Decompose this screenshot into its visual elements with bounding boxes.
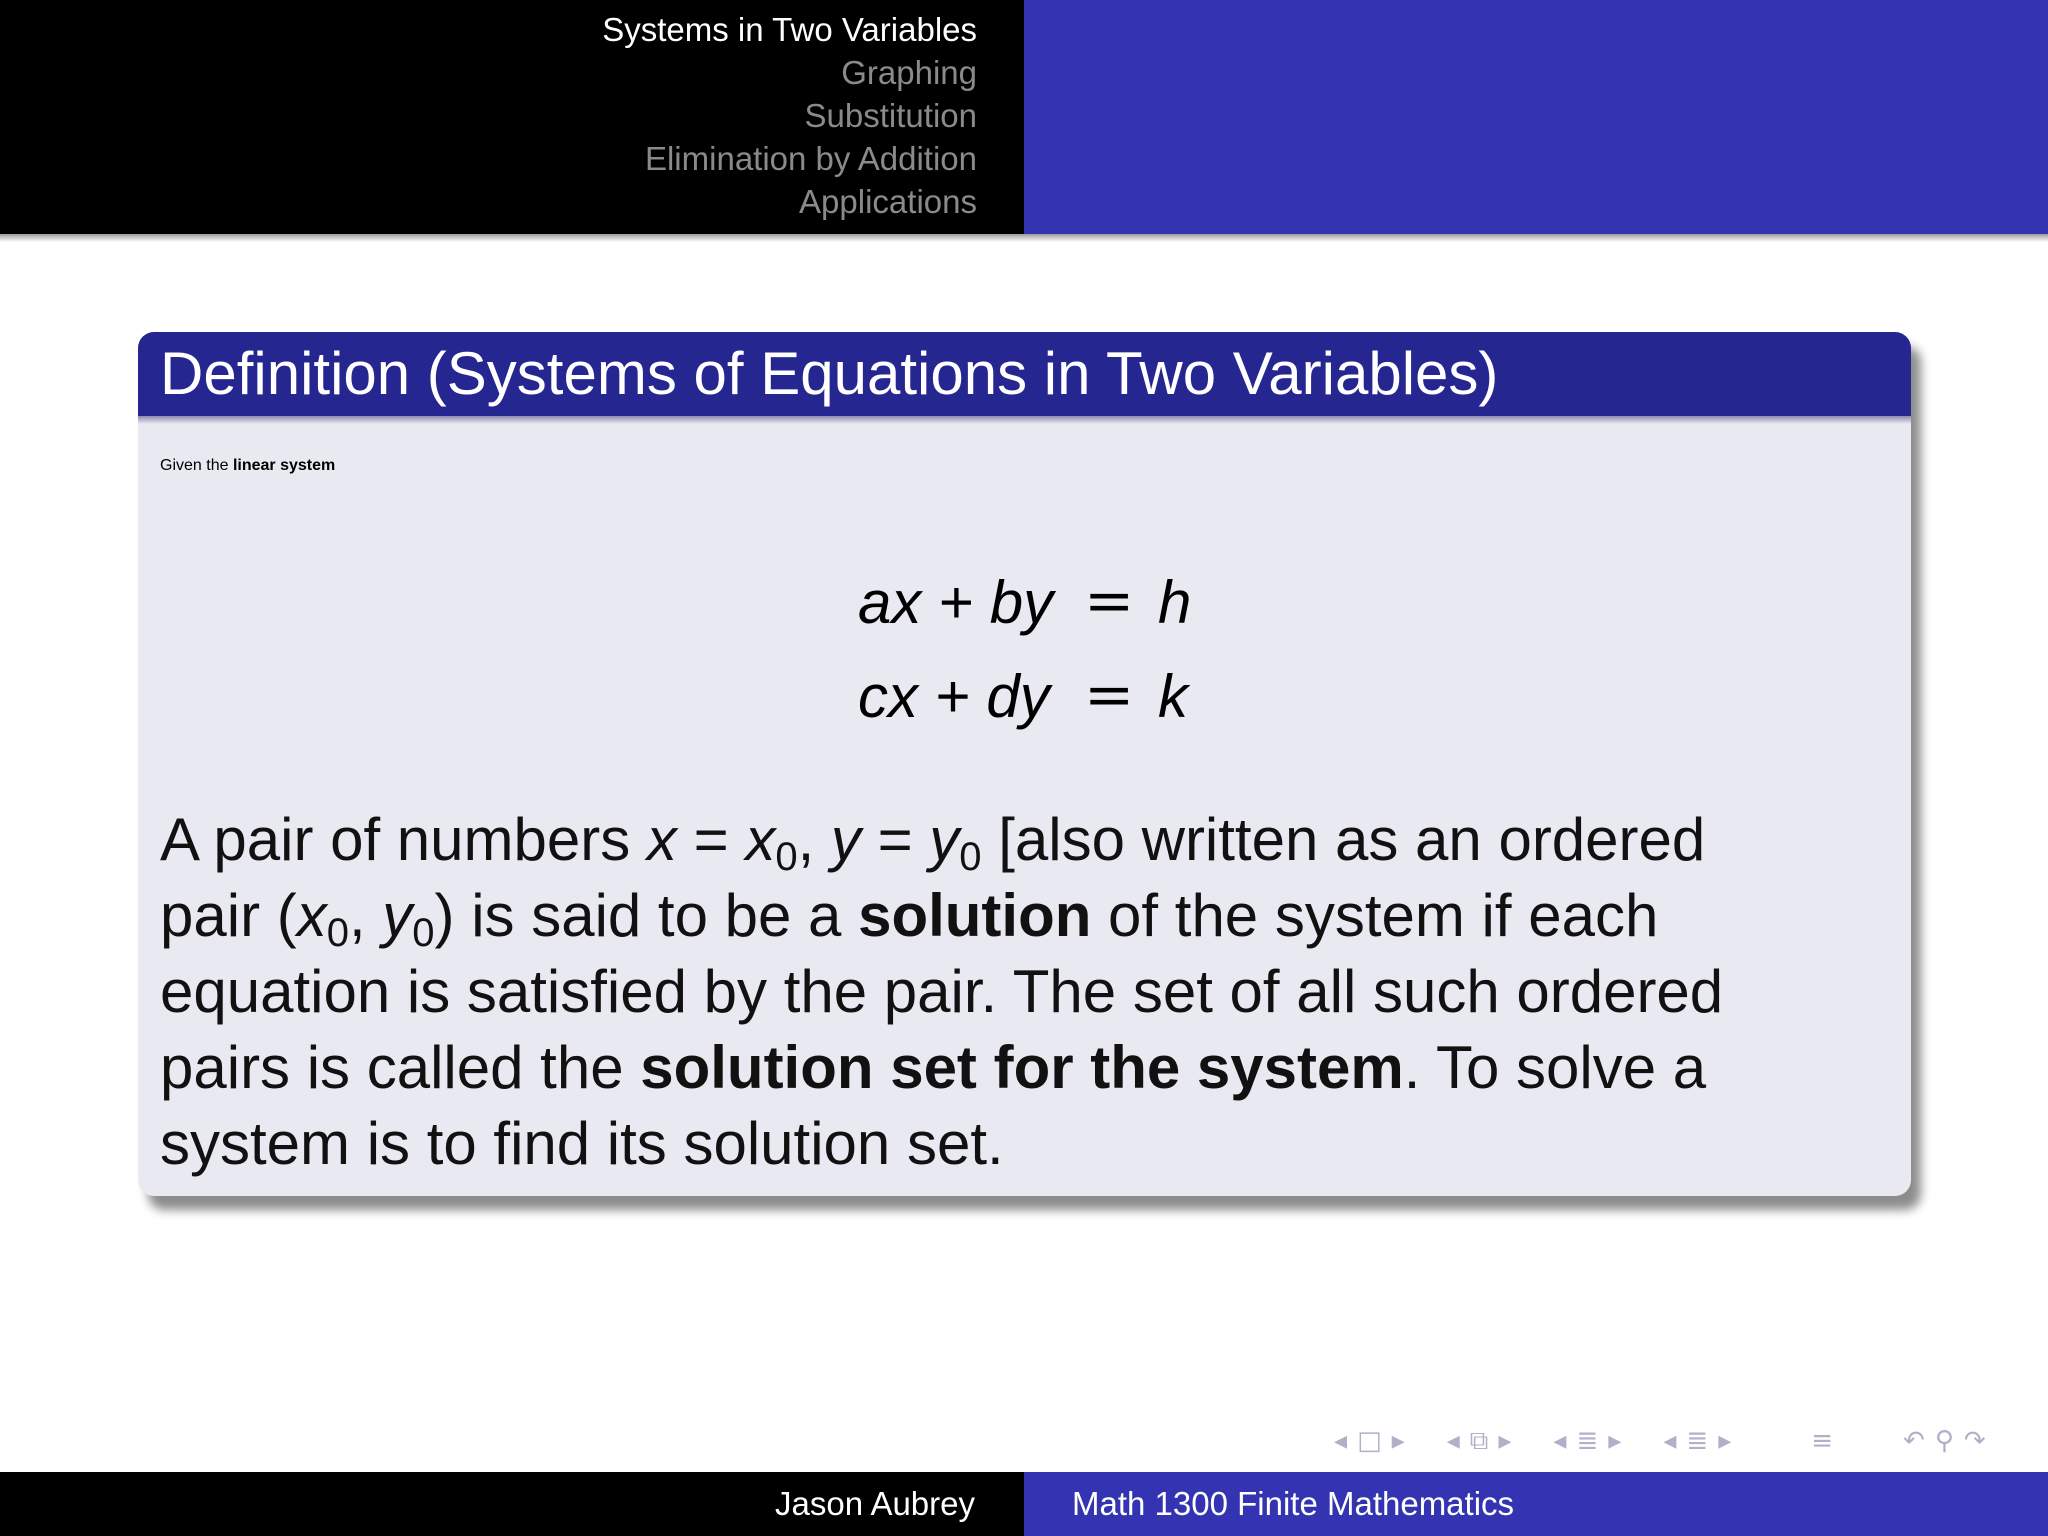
equation-system (138, 568, 1911, 756)
given-line (160, 430, 335, 502)
frame-prev-arrow-icon[interactable]: ◂ (1334, 1426, 1348, 1456)
paragraph-line-4: pairs is called the solution set for the system. To solve a (160, 1034, 1707, 1101)
header-right-panel (1024, 0, 2048, 234)
nav-section-graphing[interactable]: Graphing (841, 54, 977, 91)
nav-section-systems-two-variables[interactable]: Systems in Two Variables (602, 11, 977, 48)
header-bar (0, 0, 2048, 234)
header-shadow (0, 234, 2048, 242)
equation-2-lhs: cx + dy (858, 663, 1050, 730)
equation-2-rhs: k (1158, 663, 1188, 730)
nav-section-substitution[interactable]: Substitution (804, 97, 977, 134)
equation-1-equals: = (1084, 566, 1135, 636)
appendix-icon[interactable]: ≡ (1811, 1426, 1834, 1456)
given-prefix: Given the (160, 457, 233, 474)
frame-next-arrow-icon[interactable]: ▸ (1391, 1426, 1405, 1456)
subsection-icon[interactable]: ⧉ (1469, 1425, 1489, 1456)
search-icon[interactable]: ⚲ (1934, 1426, 1954, 1456)
redo-icon[interactable]: ↷ (1963, 1426, 1986, 1456)
paragraph-line-2: pair ($x_0$, $y_0$) is said to be a solution of the system if each (160, 882, 1659, 955)
paragraph-line-1: A pair of numbers $x = x_0$, $y = y_0$ [also written as an ordered (160, 806, 1706, 879)
paragraph-line-3: equation is satisfied by the pair. The set of all such ordered (160, 958, 1724, 1025)
section-nav (0, 0, 1024, 234)
solution-term: solution (858, 882, 1092, 949)
equation-1-rhs: h (1158, 569, 1192, 636)
linear-system-term: linear system (232, 457, 336, 474)
title-shadow (138, 416, 1911, 424)
nav-section-elimination[interactable]: Elimination by Addition (644, 140, 977, 177)
footer-course: Math 1300 Finite Mathematics (1024, 1472, 2048, 1536)
footer-bar (0, 1472, 2048, 1536)
document-prev-arrow-icon[interactable]: ◂ (1663, 1426, 1677, 1456)
paragraph-line-5: system is to find its solution set. (160, 1110, 1004, 1177)
section-next-arrow-icon[interactable]: ▸ (1608, 1426, 1622, 1456)
section-icon[interactable]: ≣ (1576, 1426, 1599, 1456)
subsection-next-arrow-icon[interactable]: ▸ (1498, 1426, 1512, 1456)
document-icon[interactable]: ≣ (1686, 1426, 1709, 1456)
subsection-prev-arrow-icon[interactable]: ◂ (1446, 1426, 1460, 1456)
definition-title: Definition (Systems of Equations in Two Variables) (138, 332, 1911, 416)
frame-icon[interactable]: □ (1357, 1426, 1382, 1456)
document-next-arrow-icon[interactable]: ▸ (1718, 1426, 1732, 1456)
undo-icon[interactable]: ↶ (1903, 1426, 1925, 1456)
definition-paragraph (160, 802, 1880, 1182)
nav-section-applications[interactable]: Applications (799, 183, 977, 220)
beamer-navigation (1334, 1424, 1996, 1458)
definition-block (138, 332, 1911, 1196)
equation-1-lhs: ax + by (858, 569, 1054, 636)
solution-set-term: solution set for the system (640, 1034, 1404, 1101)
equation-2 (138, 662, 1911, 756)
footer-author: Jason Aubrey (0, 1472, 1024, 1536)
equation-2-equals: = (1084, 660, 1135, 730)
section-prev-arrow-icon[interactable]: ◂ (1553, 1426, 1567, 1456)
equation-1 (138, 568, 1911, 662)
